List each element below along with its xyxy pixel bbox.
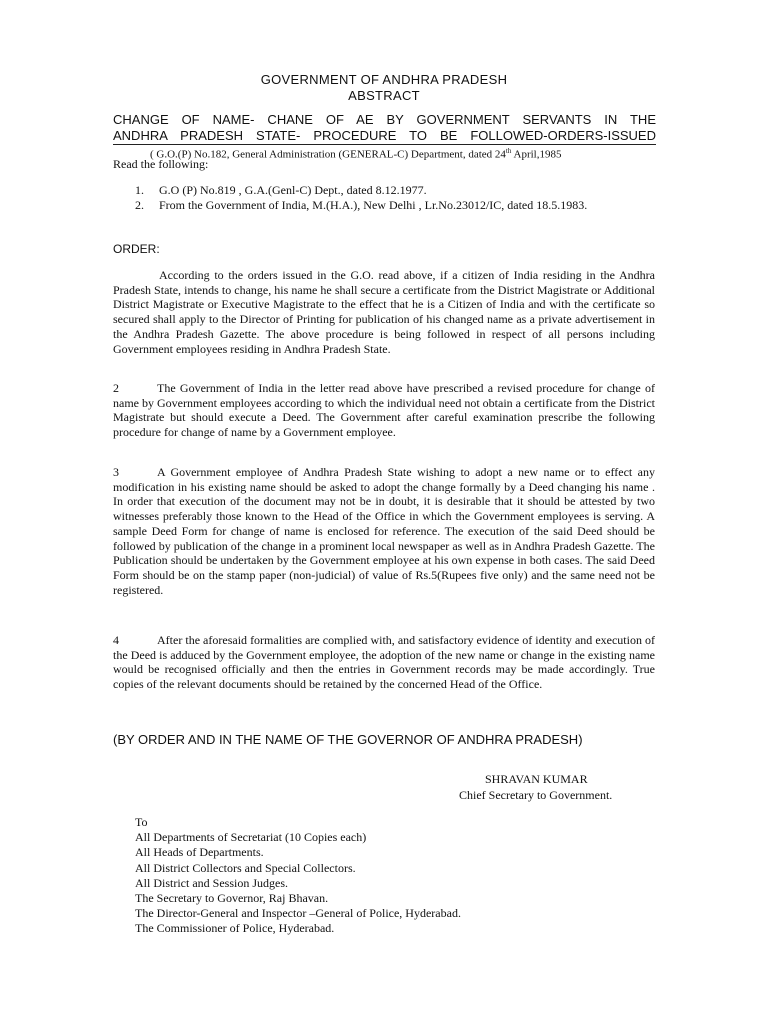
reference-item: [135, 183, 655, 198]
read-label: Read the following:: [113, 157, 209, 171]
paragraph-2: [113, 381, 655, 440]
paragraph-number: 4: [113, 633, 119, 647]
recipient: The Director-General and Inspector –General of Police, Hyderabad.: [135, 906, 461, 921]
government-title: GOVERNMENT OF ANDHRA PRADESH: [260, 72, 508, 87]
go-reference-superscript: th: [505, 147, 512, 155]
document-header: [0, 72, 768, 104]
paragraph-1: [113, 268, 655, 356]
reference-number: 1.: [135, 183, 144, 197]
subject: [113, 112, 656, 144]
reference-list: [135, 183, 655, 213]
recipient: All District and Session Judges.: [135, 875, 288, 890]
reference-number: 2.: [135, 198, 144, 212]
paragraph-3: [113, 465, 655, 597]
go-reference: [150, 144, 650, 162]
reference-item: [135, 198, 655, 213]
order-label: ORDER:: [113, 242, 160, 256]
signatory-name: SHRAVAN KUMAR: [485, 772, 588, 786]
reference-text: From the Government of India, M.(H.A.), New Delhi , Lr.No.23012/IC, dated 18.5.1983.: [159, 198, 588, 212]
abstract-title: ABSTRACT: [348, 88, 420, 103]
signatory-title: Chief Secretary to Government.: [459, 788, 613, 802]
subject-line-2: ANDHRA PRADESH STATE- PROCEDURE TO BE FOLLOWED-ORDERS-ISSUED: [113, 128, 656, 143]
recipient: All District Collectors and Special Collectors.: [135, 860, 356, 875]
subject-line-1: CHANGE OF NAME- CHANE OF AE BY GOVERNMENT SERVANTS IN THE: [113, 112, 656, 127]
paragraph-number: 3: [113, 465, 119, 479]
paragraph-text: After the aforesaid formalities are complied with, and satisfactory evidence of identity and execution of the Deed is adduced by the Government employee, the adoption of the new name or change in the existing name would be recognised officially and then the entries in Government records may be made accordingly. True copies of the relevant documents should be retained by the concerned Head of the Office.: [113, 633, 655, 692]
paragraph-text: According to the orders issued in the G.O. read above, if a citizen of India residing in the Andhra Pradesh State, intends to change, his name he shall secure a certificate from the District Magistrate or Additional District Magistrate or Executive Magistrate to the effect that he is a Citizen of India and with the certificate so secured shall apply to the Director of Printing for publication of his changed name as a private advertisement in the Andhra Pradesh Gazette. The above procedure is being followed in respect of all persons including Government employees residing in Andhra Pradesh State.: [113, 268, 655, 356]
paragraph-text: The Government of India in the letter read above have prescribed a revised procedure for change of name by Government employees according to which the individual need not obtain a certificate from the District Magistrate but should execute a Deed. The Government after careful examination prescribe the following procedure for change of name by a Government employee.: [113, 381, 655, 440]
recipient: The Commissioner of Police, Hyderabad.: [135, 921, 335, 936]
to-label: To: [135, 815, 148, 829]
recipient: The Secretary to Governor, Raj Bhavan.: [135, 891, 329, 906]
paragraph-text: A Government employee of Andhra Pradesh State wishing to adopt a new name or to effect any modification in his existing name should be asked to adopt the change formally by a Deed changing his name . In order that execution of the document may not be in doubt, it is desirable that it should be attested by two witnesses preferably those known to the Head of the Office in which the Government employees is serving. A sample Deed Form for change of name is enclosed for reference. The execution of the said Deed should be followed by publication of the change in a prominent local newspaper as well as in Andhra Pradesh Gazette. The Publication should be undertaken by the Government employee at his own expense in both cases. The said Deed Form should be on the stamp paper (non-judicial) of value of Rs.5(Rupees five only) and the same need not be registered.: [113, 465, 655, 597]
paragraph-4: [113, 633, 655, 692]
reference-text: G.O (P) No.819 , G.A.(Genl-C) Dept., dated 8.12.1977.: [159, 183, 427, 197]
by-order-line: (BY ORDER AND IN THE NAME OF THE GOVERNOR OF ANDHRA PRADESH): [113, 732, 583, 747]
go-reference-suffix: April,1985: [511, 148, 562, 161]
go-reference-prefix: ( G.O.(P) No.182, General Administration (GENERAL-C) Department, dated 24: [150, 148, 506, 161]
distribution-list: [135, 815, 461, 937]
recipient: All Heads of Departments.: [135, 845, 264, 860]
recipient: All Departments of Secretariat (10 Copies each): [135, 830, 367, 845]
paragraph-number: 2: [113, 381, 119, 395]
